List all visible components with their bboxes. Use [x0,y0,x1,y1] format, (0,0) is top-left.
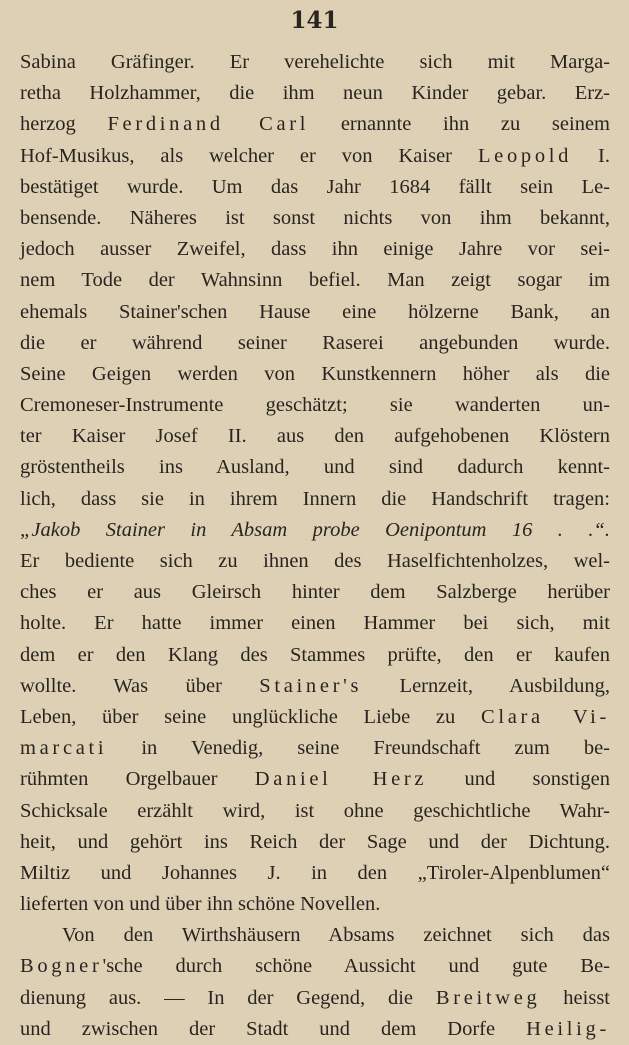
text-segment: bestätiget wurde. Um das Jahr 1684 fällt sein Le- [20,175,610,198]
text-segment: ehemals Stainer'schen Hause eine hölzerne Bank, an [20,300,610,323]
text-segment: Hof-Musikus, als welcher er von Kaiser [20,144,478,167]
text-line [20,764,610,795]
text-line [20,484,610,515]
text-segment: Schicksale erzählt wird, ist ohne geschichtliche Wahr- [20,799,610,822]
body-text [20,47,610,1045]
text-line [20,577,610,608]
text-line [20,421,610,452]
spaced-name: Stainer's [259,674,363,697]
text-segment: Lernzeit, Ausbildung, [362,674,610,697]
text-line [20,359,610,390]
text-segment: herzog [20,113,108,136]
text-segment: Miltiz und Johannes J. in den „Tiroler-Alpenblumen“ [20,861,610,884]
text-segment: heisst [540,986,611,1009]
spaced-name: Clara Vi- [480,705,610,728]
text-line [20,390,610,421]
spaced-name: Heilig- [526,1017,610,1040]
text-segment: und zwischen der Stadt und dem Dorfe [20,1017,527,1040]
text-line [20,920,610,951]
text-segment: ches er aus Gleirsch hinter dem Salzberge herüber [20,581,610,604]
italic-inscription: „Jakob Stainer in Absam probe Oenipontum 16 . .“. [20,518,610,541]
text-line [20,265,610,296]
text-segment: ter Kaiser Josef II. aus den aufgehobenen Klöstern [20,425,610,448]
text-line [20,733,610,764]
text-line [20,297,610,328]
text-line [20,608,610,639]
text-line [20,1014,610,1045]
text-segment: ernannte ihn zu seinem [309,113,610,136]
text-line [20,47,610,78]
text-segment: Leben, über seine unglückliche Liebe zu [20,705,481,728]
text-line [20,328,610,359]
text-line [20,640,610,671]
text-segment: Er bediente sich zu ihnen des Haselfichtenholzes, wel- [20,550,610,572]
text-line [20,78,610,109]
text-segment: bensende. Näheres ist sonst nichts von ihm bekannt, [20,206,610,229]
text-segment: lich, dass sie in ihrem Innern die Handschrift tragen: [20,487,610,510]
text-segment: Sabina Gräfinger. Er verehelichte sich mit Marga- [20,51,610,73]
text-segment: und sonstigen [427,768,610,791]
text-line [20,515,610,546]
text-segment: gröstentheils ins Ausland, und sind dadurch kennt- [20,456,610,479]
text-segment: wollte. Was über [20,674,260,697]
spaced-name: Breitweg [435,986,541,1009]
text-segment: Cremoneser-Instrumente geschätzt; sie wanderten un- [20,394,610,417]
spaced-name: Ferdinand Carl [107,113,310,136]
text-line [20,109,610,140]
text-segment: in Venedig, seine Freundschaft zum be- [107,737,610,760]
text-segment: dienung aus. — In der Gegend, die [20,986,436,1009]
text-line [20,796,610,827]
text-line [20,827,610,858]
text-line [20,203,610,234]
text-line [20,172,610,203]
text-line [20,702,610,733]
text-segment: I. [572,144,610,167]
text-segment: dem er den Klang des Stammes prüfte, den er kaufen [20,643,610,666]
text-segment: retha Holzhammer, die ihm neun Kinder gebar. Erz- [20,82,610,105]
text-line [20,452,610,483]
text-segment: nem Tode der Wahnsinn befiel. Man zeigt sogar im [20,269,610,292]
text-segment: 'sche durch schöne Aussicht und gute Be- [102,955,610,978]
text-line [20,951,610,982]
text-line [20,141,610,172]
spaced-name: Daniel Herz [254,768,428,791]
text-line [20,889,610,920]
text-segment: Von den Wirthshäusern Absams zeichnet sich das [62,924,610,947]
text-segment: Seine Geigen werden von Kunstkennern höher als die [20,362,610,385]
text-segment: holte. Er hatte immer einen Hammer bei sich, mit [20,612,610,635]
text-segment: jedoch ausser Zweifel, dass ihn einige Jahre vor sei- [20,238,610,261]
text-line [20,858,610,889]
text-segment: heit, und gehört ins Reich der Sage und der Dichtung. [20,830,610,853]
text-line [20,983,610,1014]
text-line [20,546,610,577]
text-segment: die er während seiner Raserei angebunden wurde. [20,331,610,354]
text-segment: lieferten von und über ihn schöne Novellen. [20,893,381,916]
spaced-name: Bogner [20,955,103,978]
text-line [20,234,610,265]
text-segment: rühmten Orgelbauer [20,768,255,791]
page-number: 141 [290,7,339,34]
text-line [20,671,610,702]
spaced-name: Leopold [477,144,573,167]
spaced-name: marcati [20,737,108,760]
